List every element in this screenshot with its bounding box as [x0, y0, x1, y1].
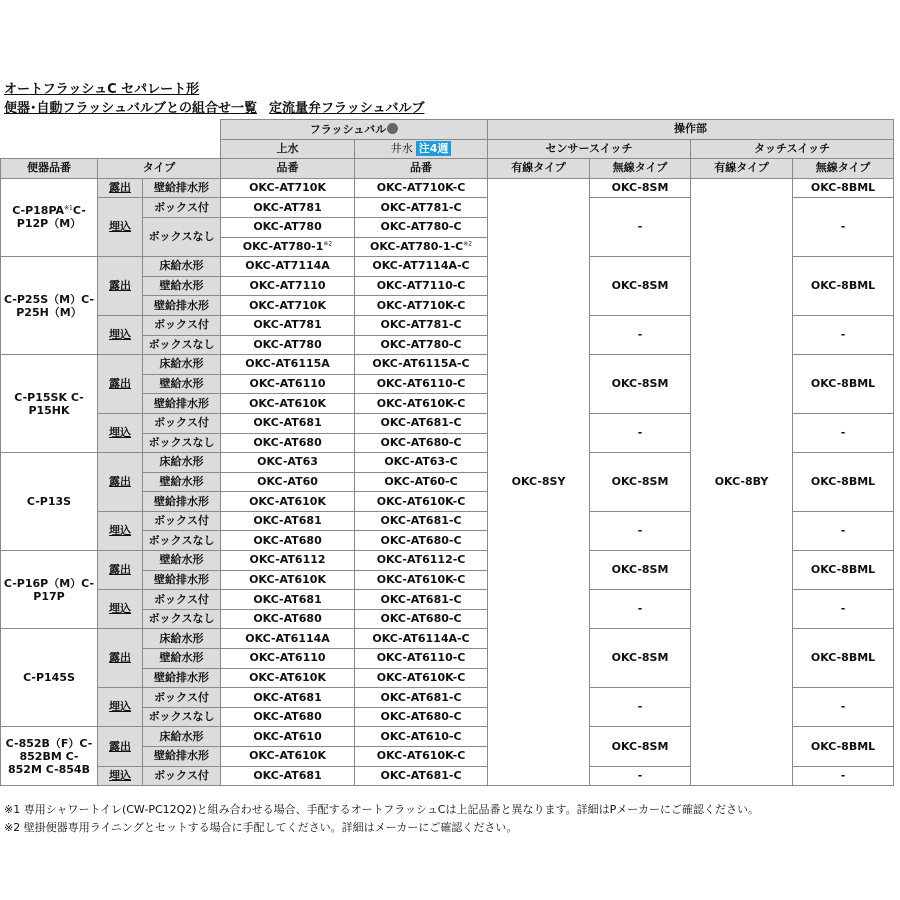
type-label: ボックスなし: [143, 335, 221, 355]
install-embedded: 埋込: [98, 590, 143, 629]
header-supply-water: 上水: [221, 139, 355, 159]
part-no: OKC-AT681: [221, 688, 355, 708]
part-no: OKC-AT610K: [221, 492, 355, 512]
part-no: OKC-AT781: [221, 198, 355, 218]
part-no: OKC-AT680: [221, 531, 355, 551]
sensor-wireless-switch: OKC-8SM: [590, 355, 691, 414]
type-label: ボックスなし: [143, 531, 221, 551]
part-no: OKC-AT680: [221, 609, 355, 629]
combination-table: [0, 119, 894, 786]
touch-wireless-switch: OKC-8BML: [793, 257, 894, 316]
type-label: ボックス付: [143, 413, 221, 433]
type-label: 床給水形: [143, 453, 221, 473]
table-row: [1, 178, 894, 198]
part-no: OKC-AT681: [221, 766, 355, 786]
part-no-well: OKC-AT7114A-C: [355, 257, 488, 277]
type-label: 壁給水形: [143, 472, 221, 492]
touch-wireless-switch: OKC-8BML: [793, 355, 894, 414]
part-no: OKC-AT780: [221, 217, 355, 237]
type-label: ボックスなし: [143, 609, 221, 629]
part-no-well: OKC-AT63-C: [355, 453, 488, 473]
sensor-wireless-switch: -: [590, 198, 691, 257]
part-no: OKC-AT610K: [221, 570, 355, 590]
type-label: ボックスなし: [143, 433, 221, 453]
part-no-well: OKC-AT680-C: [355, 433, 488, 453]
part-no-well: OKC-AT710K-C: [355, 178, 488, 198]
part-no-well: OKC-AT680-C: [355, 707, 488, 727]
touch-wireless-switch: -: [793, 315, 894, 354]
type-label: 床給水形: [143, 727, 221, 747]
install-exposed: 露出: [98, 727, 143, 766]
sensor-wireless-switch: -: [590, 315, 691, 354]
part-no: OKC-AT710K: [221, 296, 355, 316]
part-no: OKC-AT6115A: [221, 355, 355, 375]
part-no-well: OKC-AT681-C: [355, 413, 488, 433]
install-embedded: 埋込: [98, 766, 143, 786]
part-no-well: OKC-AT60-C: [355, 472, 488, 492]
part-no-well: OKC-AT6112-C: [355, 551, 488, 571]
title-line-2a: 便器･自動フラッシュバルブとの組合せ一覧: [4, 101, 257, 116]
type-label: 壁給水形: [143, 551, 221, 571]
touch-wireless-switch: -: [793, 766, 894, 786]
header-touch-switch: タッチスイッチ: [691, 139, 894, 159]
part-no-well: OKC-AT610K-C: [355, 394, 488, 414]
part-no: OKC-AT781: [221, 315, 355, 335]
toilet-model: C-P16P（M）C-P17P: [1, 551, 98, 629]
part-no-well: OKC-AT6115A-C: [355, 355, 488, 375]
header-flush-valve: [221, 120, 488, 140]
install-embedded: 埋込: [98, 688, 143, 727]
sensor-wireless-switch: -: [590, 590, 691, 629]
part-no-well: OKC-AT781-C: [355, 315, 488, 335]
type-label: ボックスなし: [143, 707, 221, 727]
part-no-well: OKC-AT7110-C: [355, 276, 488, 296]
toilet-model: C-P25S（M）C-P25H（M）: [1, 257, 98, 355]
part-no-well: OKC-AT781-C: [355, 198, 488, 218]
sensor-wireless-switch: OKC-8SM: [590, 257, 691, 316]
install-exposed: 露出: [98, 551, 143, 590]
sensor-wireless-switch: -: [590, 766, 691, 786]
install-embedded: 埋込: [98, 413, 143, 452]
touch-wireless-switch: OKC-8BML: [793, 178, 894, 198]
touch-wireless-switch: -: [793, 413, 894, 452]
part-no: OKC-AT610K: [221, 394, 355, 414]
header-blank: [1, 120, 221, 159]
toilet-model: C-852B（F）C-852BM C-852M C-854B: [1, 727, 98, 786]
part-no: OKC-AT6110: [221, 649, 355, 669]
footnote-mark: ※1: [64, 204, 73, 212]
part-no: OKC-AT680: [221, 707, 355, 727]
footnote-1: ※1 専用シャワートイレ(CW-PC12Q2)と組み合わせる場合、手配するオートフラッシュCは上記品番と異なります。詳細はPメーカーにご確認ください。: [4, 803, 760, 816]
touch-wireless-switch: OKC-8BML: [793, 551, 894, 590]
type-label: 壁給排水形: [143, 747, 221, 767]
part-no-well: OKC-AT681-C: [355, 511, 488, 531]
type-label: 床給水形: [143, 257, 221, 277]
touch-wired-switch: OKC-8BY: [691, 178, 793, 785]
part-no: OKC-AT780-1$^{※2}$: [221, 237, 355, 257]
header-touch-wireless: 無線タイプ: [793, 159, 894, 179]
part-no: OKC-AT6112: [221, 551, 355, 571]
part-no-well: OKC-AT610-C: [355, 727, 488, 747]
sensor-wireless-switch: OKC-8SM: [590, 551, 691, 590]
part-no: OKC-AT7114A: [221, 257, 355, 277]
header-sensor-wireless: 無線タイプ: [590, 159, 691, 179]
title-line-2: [4, 101, 424, 117]
type-label: ボックス付: [143, 590, 221, 610]
footnote-2: ※2 壁掛便器専用ライニングとセットする場合に手配してください。詳細はメーカーにご確認ください。: [4, 821, 518, 834]
header-part-no-supply: 品番: [221, 159, 355, 179]
type-label: ボックス付: [143, 198, 221, 218]
part-no-well: OKC-AT6114A-C: [355, 629, 488, 649]
install-embedded: 埋込: [98, 198, 143, 257]
part-no: OKC-AT7110: [221, 276, 355, 296]
well-water-label: 井水: [390, 142, 413, 156]
part-no-well: OKC-AT610K-C: [355, 492, 488, 512]
header-type: タイプ: [98, 159, 221, 179]
type-label: 壁給排水形: [143, 492, 221, 512]
part-no-well: OKC-AT6110-C: [355, 649, 488, 669]
touch-wireless-switch: OKC-8BML: [793, 453, 894, 512]
install-exposed: 露出: [98, 257, 143, 316]
install-embedded: 埋込: [98, 511, 143, 550]
header-model: 便器品番: [1, 159, 98, 179]
part-no: OKC-AT710K: [221, 178, 355, 198]
part-no-well: OKC-AT680-C: [355, 531, 488, 551]
type-label: 壁給排水形: [143, 296, 221, 316]
type-label: ボックス付: [143, 766, 221, 786]
touch-wireless-switch: OKC-8BML: [793, 727, 894, 766]
type-label: 壁給排水形: [143, 394, 221, 414]
touch-wireless-switch: -: [793, 198, 894, 257]
install-exposed: 露出: [98, 355, 143, 414]
footnote-mark: ※2: [323, 240, 333, 248]
part-no-well: OKC-AT780-C: [355, 335, 488, 355]
part-no-well: OKC-AT6110-C: [355, 374, 488, 394]
model-text: C-P12P（M）: [16, 204, 86, 231]
part-no: OKC-AT780: [221, 335, 355, 355]
part-no: OKC-AT63: [221, 453, 355, 473]
type-label: 床給水形: [143, 629, 221, 649]
sensor-wireless-switch: OKC-8SM: [590, 178, 691, 198]
title-line-2b: 定流量弁フラッシュバルブ: [268, 101, 425, 116]
sensor-wireless-switch: -: [590, 511, 691, 550]
model-text: C-P18PA: [12, 204, 65, 218]
install-exposed: 露出: [98, 178, 143, 198]
part-no: OKC-AT681: [221, 511, 355, 531]
part-no: OKC-AT610K: [221, 747, 355, 767]
header-well-water: [355, 139, 488, 159]
sensor-wireless-switch: -: [590, 413, 691, 452]
install-exposed: 露出: [98, 629, 143, 688]
touch-wireless-switch: -: [793, 590, 894, 629]
title-line-1: オートフラッシュC セパレート形: [4, 82, 200, 97]
header-touch-wired: 有線タイプ: [691, 159, 793, 179]
install-embedded: 埋込: [98, 315, 143, 354]
type-label: 床給水形: [143, 355, 221, 375]
header-sensor-wired: 有線タイプ: [488, 159, 590, 179]
part-no-well: OKC-$AT780-1-C^{※2}$: [355, 237, 488, 257]
type-label: ボックス付: [143, 688, 221, 708]
part-no-well: OKC-AT610K-C: [355, 747, 488, 767]
header-operation: 操作部: [488, 120, 894, 140]
type-label: 壁給水形: [143, 374, 221, 394]
touch-wireless-switch: -: [793, 688, 894, 727]
type-label: ボックスなし: [143, 217, 221, 256]
part-no: OKC-AT610: [221, 727, 355, 747]
part-no: OKC-AT60: [221, 472, 355, 492]
part-no: OKC-AT6114A: [221, 629, 355, 649]
part-no: OKC-AT6110: [221, 374, 355, 394]
install-exposed: 露出: [98, 453, 143, 512]
toilet-model: C-P145S: [1, 629, 98, 727]
flush-valve-label: フラッシュバル: [309, 122, 387, 136]
type-label: 壁給排水形: [143, 570, 221, 590]
part-no: OKC-AT681: [221, 413, 355, 433]
part-no-well: OKC-AT681-C: [355, 766, 488, 786]
toilet-model: C-P13S: [1, 453, 98, 551]
toilet-model: [1, 178, 98, 256]
sensor-wireless-switch: -: [590, 688, 691, 727]
well-note-badge: 注4週: [416, 141, 452, 156]
sensor-wireless-switch: OKC-8SM: [590, 629, 691, 688]
part-no-well: OKC-AT610K-C: [355, 570, 488, 590]
part-no-well: OKC-AT681-C: [355, 590, 488, 610]
type-label: 壁給水形: [143, 649, 221, 669]
sensor-wireless-switch: OKC-8SM: [590, 727, 691, 766]
type-label: ボックス付: [143, 315, 221, 335]
touch-wireless-switch: -: [793, 511, 894, 550]
footnote-mark: ※2: [463, 240, 473, 248]
sensor-wireless-switch: OKC-8SM: [590, 453, 691, 512]
part-no-well: OKC-AT710K-C: [355, 296, 488, 316]
type-label: 壁給水形: [143, 276, 221, 296]
part-no: OKC-AT681: [221, 590, 355, 610]
type-label: ボックス付: [143, 511, 221, 531]
toilet-icon: [387, 123, 398, 134]
part-no-well: OKC-AT780-C: [355, 217, 488, 237]
type-label: 壁給排水形: [143, 178, 221, 198]
part-no-well: OKC-AT610K-C: [355, 668, 488, 688]
toilet-model: C-P15SK C-P15HK: [1, 355, 98, 453]
type-label: 壁給排水形: [143, 668, 221, 688]
part-no-well: OKC-AT680-C: [355, 609, 488, 629]
header-sensor-switch: センサースイッチ: [488, 139, 691, 159]
header-part-no-well: 品番: [355, 159, 488, 179]
touch-wireless-switch: OKC-8BML: [793, 629, 894, 688]
sensor-wired-switch: OKC-8SY: [488, 178, 590, 785]
part-no-well: OKC-AT681-C: [355, 688, 488, 708]
part-no: OKC-AT680: [221, 433, 355, 453]
part-no: OKC-AT610K: [221, 668, 355, 688]
